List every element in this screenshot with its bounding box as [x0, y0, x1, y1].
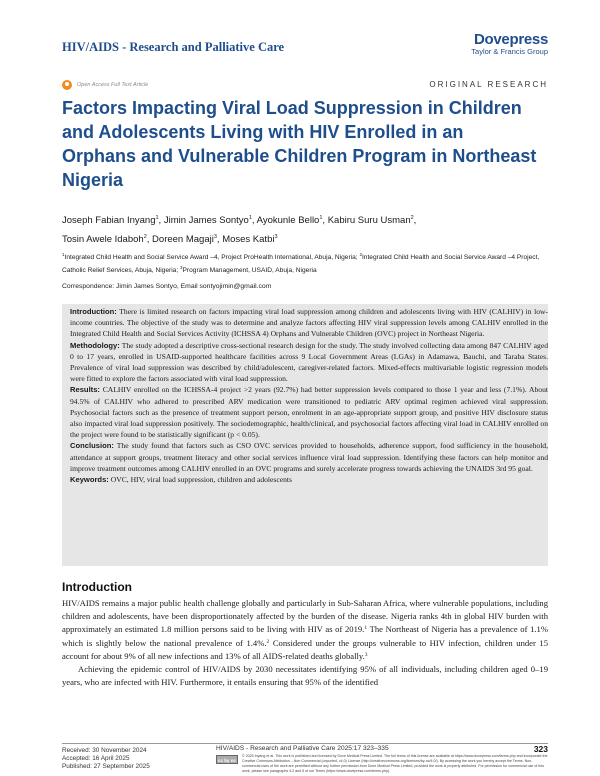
reference-link[interactable]: 3: [364, 652, 368, 659]
abstract-text: CALHIV enrolled on the ICHSSA-4 project >2 years (92.7%) had better suppression levels compared to those 1 year and less (7.1%). About 94.5% of CALHIV who adhered to prescribed ARV medication were transitioned to pediatric ARV optimal regimen achieved viral suppression. Psychosocial factors such as the presence of treatment support person, enrolment in an age-appropriate support group, and positive HIV disclosure status also impacted viral load suppression positively. The sociodemographic, health/clinical, and psychosocial factors affecting viral load in CALHIV enrolled on the project were found to be statistically significant (p < 0.05).: [70, 385, 549, 440]
author-affiliation-ref: 3: [213, 234, 217, 240]
affiliation-text: Program Management, USAID, Abuja, Nigeria: [182, 267, 317, 274]
received-date: Received: 30 November 2024: [62, 747, 147, 754]
abstract-label: Keywords:: [70, 475, 109, 485]
abstract-text: There is limited research on factors impacting viral load suppression among children and adolescents living with HIV (CALHIV) in low-income countries. The objective of the study was to determine and analyze factors affecting HIV viral suppression levels among CALHIV enrolled in the Integrated Child Health and Social Services Activity (ICHSSA 4) Orphans and Vulnerable Children (OVC) project in Northeast Nigeria.: [70, 307, 549, 339]
abstract-introduction: [70, 306, 548, 340]
abstract-methodology: [70, 340, 548, 385]
paragraph-text: Considered under the groups vulnerable to HIV infection, children under 15 account for about 9% of all new infections and 13% of all AIDS-related deaths globally.: [62, 637, 548, 662]
journal-citation[interactable]: HIV/AIDS - Research and Palliative Care 2025:17 323–335: [216, 745, 389, 752]
accepted-date: Accepted: 16 April 2025: [62, 755, 130, 763]
abstract-label: Introduction:: [70, 307, 117, 316]
abstract-label: Results:: [70, 385, 100, 395]
publisher-logo[interactable]: [471, 32, 548, 57]
author-name[interactable]: Moses Katbi: [222, 234, 275, 245]
reference-link[interactable]: 2: [266, 638, 270, 645]
body-paragraph: [62, 597, 548, 663]
abstract-text: OVC, HIV, viral load suppression, children and adolescents: [110, 475, 292, 485]
body-paragraph: Achieving the epidemic control of HIV/AIDS by 2030 necessitates identifying 95% of all individuals, including children aged 0–19 years, who are infected with HIV. Furthermore, it entails ensuring that 95% of the identified: [62, 663, 548, 687]
abstract-label: Conclusion:: [70, 441, 114, 451]
author-name[interactable]: Kabiru Suru Usman: [327, 215, 411, 226]
article-type: ORIGINAL RESEARCH: [429, 80, 548, 89]
creative-commons-icon[interactable]: [216, 755, 238, 764]
journal-name[interactable]: HIV/AIDS - Research and Palliative Care: [62, 40, 285, 54]
affiliation-text: Integrated Child Health and Social Service Award –4, Project ProHealth International, Abuja, Nigeria;: [64, 254, 360, 261]
abstract-conclusion: [70, 440, 548, 474]
reference-link[interactable]: 1: [364, 625, 368, 632]
author-affiliation-ref: 1: [248, 215, 252, 221]
cc-label: cc by nc: [217, 758, 236, 763]
author-list: Joseph Fabian Inyang$^1$, Jimin James Sontyo$^1$, Ayokunle Bello$^1$, Kabiru Suru Usman$^2$, Tosin Awele Idaboh$^2$, Doreen Magaji$^3$, Moses Katbi$^3$: [62, 215, 417, 245]
abstract: [70, 306, 548, 485]
abstract-label: Methodology:: [70, 340, 120, 350]
affiliation-text: Integrated Child Health and Social Service Award –4 Project, Catholic Relief Services, Abuja, Nigeria;: [62, 254, 540, 274]
affiliation-number: 2: [359, 252, 362, 257]
author-affiliation-ref: 3: [274, 234, 278, 240]
publisher-subtitle: Taylor & Francis Group: [471, 47, 548, 56]
open-access-icon: [62, 80, 72, 90]
author-name[interactable]: Doreen Magaji: [152, 234, 214, 245]
author-affiliation-ref: 2: [410, 215, 414, 221]
author-name[interactable]: Jimin James Sontyo: [163, 215, 249, 226]
author-name[interactable]: Tosin Awele Idaboh: [62, 234, 144, 245]
author-affiliation-ref: 1: [319, 215, 323, 221]
author-affiliation-ref: 1: [155, 215, 159, 221]
article-dates: [62, 747, 150, 772]
affiliation-number: 1: [62, 252, 65, 257]
footer-divider: [62, 743, 548, 744]
article-title: Factors Impacting Viral Load Suppression in Children and Adolescents Living with HIV Enrolled in an Orphans and Vulnerable Children Program in Northeast Nigeria: [62, 98, 537, 190]
abstract-keywords: [70, 474, 548, 485]
section-heading: Introduction: [62, 580, 132, 594]
affiliations: [62, 250, 552, 276]
paragraph-text: The Northeast of Nigeria has a prevalence of 1.1% which is slightly below the national prevalence of 1.4%.: [62, 624, 548, 648]
abstract-text: The study found that factors such as CSO OVC services provided to households, adherence support, food sufficiency in the household, attendance at support groups, treatment literacy and other social services influence viral load suppression. Identifying these factors can help monitor and improve treatment outcomes among CALHIV enrolled in an OVC programs and surely accelerate progress towards achieving the UNAIDS 3rd 95 goal.: [70, 441, 548, 473]
published-date: Published: 27 September 2025: [62, 763, 150, 771]
author-affiliation-ref: 2: [143, 234, 147, 240]
paragraph-text: HIV/AIDS remains a major public health challenge globally and particularly in Sub-Saharan Africa, where vulnerable populations, including children and adolescents, have been disproportionately affected by the burden of the disease. Nigeria ranks 4th in global HIV burden with approximately an estimated 1.8 million persons said to be living with HIV as of 2019.: [62, 598, 548, 635]
open-access-label: [62, 80, 148, 90]
abstract-results: [70, 384, 548, 440]
publisher-name: Dovepress: [473, 31, 548, 48]
author-name[interactable]: Joseph Fabian Inyang: [62, 215, 156, 226]
correspondence: Correspondence: Jimin James Sontyo, Email sontyojimin@gmail.com: [62, 283, 272, 290]
open-access-text: Open Access Full Text Article: [77, 82, 149, 88]
affiliation-number: 3: [180, 265, 183, 270]
introduction-body: [62, 597, 548, 688]
page-number: 323: [533, 744, 548, 754]
abstract-text: The study adopted a descriptive cross-sectional research design for the study. The study involved collecting data among 847 CALHIV aged 0 to 17 years, enrolled in USAID-supported healthcare facilities across 9 Local Government Areas (LGAs) in Adamawa, Bauchi, and Taraba States. Prevalence of viral load suppression was described by child/adolescent, caregiver-related factors. Mixed-effects multivariable logistic regression models were fitted to explore the factors associated with viral load suppression.: [70, 340, 548, 384]
license-text: © 2025 Inyang et al. This work is published and licensed by Dove Medical Press Limited. The full terms of this license are available at https://www.dovepress.com/terms.php and incorporate the Creative Commons Attribution – Non Commercial (unported, v4.0) License (http://creativecommons.org/licenses/by-nc/4.0/). By accessing the work you hereby accept the Terms. Non-commercial uses of the work are permitted without any further permission from Dove Medical Press Limited, provided the work is properly attributed. For permission for commercial use of this work, please see paragraphs 4.2 and 5 of our Terms (https://www.dovepress.com/terms.php).: [242, 754, 548, 773]
author-name[interactable]: Ayokunle Bello: [256, 215, 320, 226]
